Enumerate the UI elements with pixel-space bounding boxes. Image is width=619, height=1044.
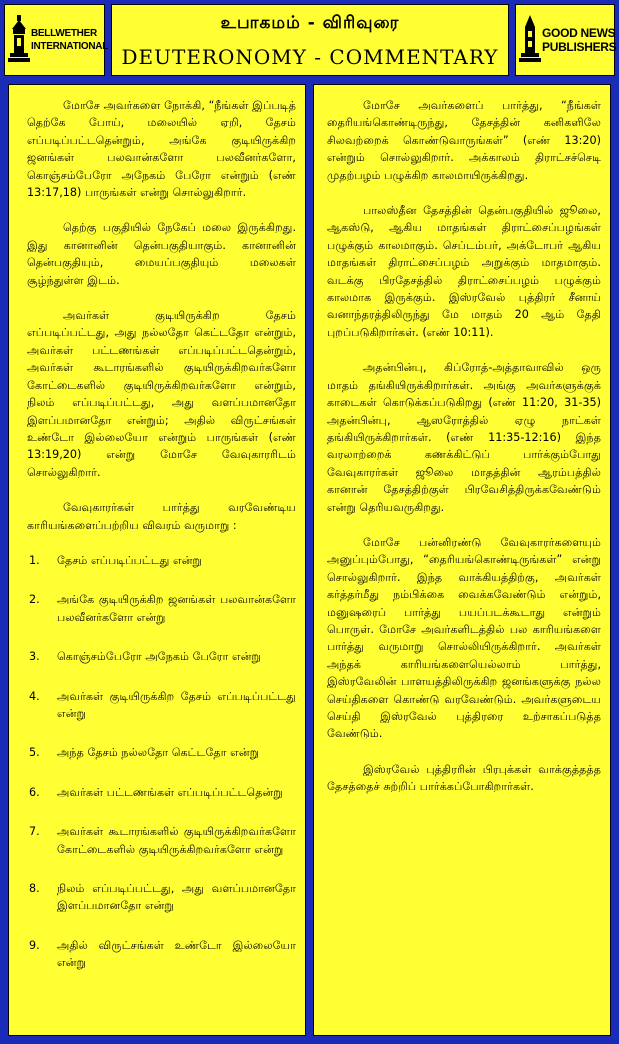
list-item <box>27 648 296 665</box>
list-item-number: 5. <box>29 746 40 760</box>
right-column <box>313 84 611 1036</box>
right-paragraph-1: மோசே அவர்களைப் பார்த்து, “நீங்கள் தைரியங்கொண்டிருந்து, தேசத்தின் கனிகளிலே சிலவற்றைக் கொண்டுவாருங்கள்” (எண் 13:20) என்றும் சொல்லுகிறார். அக்காலம் திராட்சச்செடி முதற்பழம் பழுக்கிற காலமாயிருக்கிறது. <box>327 99 601 182</box>
bell-tower-icon <box>8 15 30 65</box>
right-paragraph-5: இஸ்ரவேல் புத்திரரின் பிரபுக்கள் வாக்குத்தத்த தேசத்தைச் சுற்றிப் பார்க்கப்போகிறார்கள். <box>327 762 601 794</box>
bellwether-logo <box>4 4 109 76</box>
bellwether-logo-line2: INTERNATIONAL <box>31 41 109 52</box>
points-list <box>27 552 296 972</box>
left-paragraph-1: மோசே அவர்களை நோக்கி, “நீங்கள் இப்படித் தெற்கே போய், மலையில் ஏறி, தேசம் எப்படிப்பட்டதென்றும், அங்கே குடியிருக்கிற ஜனங்கள் பலவான்களோ பலவீனர்களோ, கொஞ்சம்பேரோ அநேகம் பேரோ என்றும் (எண் 13:17,18) பாருங்கள் என்று சொல்லுகிறார். <box>27 99 296 200</box>
list-item-number: 4. <box>29 689 40 703</box>
list-item-text: அங்கே குடியிருக்கிற ஜனங்கள் பலவான்களோ பலவீனர்களோ என்று <box>57 593 296 624</box>
tower-icon <box>519 15 541 65</box>
bellwether-logo-text <box>31 27 108 53</box>
left-column <box>8 84 306 1036</box>
good-news-logo-line1: GOOD NEWS <box>542 26 616 40</box>
good-news-logo-text <box>542 26 616 54</box>
left-paragraph-2: தெற்கு பகுதியில் நேகேப் மலை இருக்கிறது. இது கானானின் தென்பகுதியாகும். கானானின் தென்பகுதியும், மையப்பகுதியும் மலைகள் சூழ்ந்துள்ள இடம். <box>27 221 296 287</box>
list-item-text: அதில் விருட்சங்கள் உண்டோ இல்லையோ என்று <box>57 938 296 970</box>
list-item-number: 3. <box>29 650 40 664</box>
list-item-number: 6. <box>29 785 40 799</box>
right-paragraph-4: மோசே பன்னிரண்டு வேவுகாரர்களையும் அனுப்பும்போது, “தைரியங்கொண்டிருங்கள்” என்று சொல்லுகிறார். இந்த வாக்கியத்திற்கு, அவர்கள் கர்த்தர்மீது நம்பிக்கை வைக்கவேண்டும் என்றும், மனுஷரைப் பார்த்து பயப்படக்கூடாது என்றும் பொருள். மோசே அவர்களிடத்தில் பல காரியங்களை பார்த்து வருமாறு சொல்லியிருக்கிறார். அவர்கள் அந்தக் காரியங்களையெல்லாம் பார்த்து, இஸ்ரவேலின் பாளயத்திலிருக்கிற ஜனங்களுக்கு நல்ல செய்திகளை கொண்டு வரவேண்டும். அவர்களுடைய செய்தி இஸ்ரவேல் புத்திரரை உற்சாகப்படுத்த வேண்டும். <box>327 535 601 741</box>
list-item <box>27 880 296 915</box>
header-title-box <box>111 4 509 76</box>
page-title-english: DEUTERONOMY - COMMENTARY <box>121 45 499 69</box>
list-item-number: 8. <box>29 882 40 895</box>
list-item <box>27 591 296 626</box>
bellwether-logo-line1: BELLWETHER <box>31 28 97 39</box>
list-item <box>27 744 296 761</box>
list-item-text: அவர்கள் பட்டணங்கள் எப்படிப்பட்டதென்று <box>57 785 283 799</box>
list-item-number: 2. <box>29 593 40 607</box>
good-news-logo-line2: PUBLISHERS <box>542 40 617 54</box>
left-paragraph-4: வேவுகாரர்கள் பார்த்து வரவேண்டிய காரியங்களைப்பற்றிய விவரம் வருமாறு : <box>27 501 296 532</box>
list-item-text: அவர்கள் குடியிருக்கிற தேசம் எப்படிப்பட்டது என்று <box>57 689 296 720</box>
list-item <box>27 823 296 858</box>
list-item-number: 7. <box>29 825 40 839</box>
list-item-number: 1. <box>29 553 40 567</box>
right-paragraph-3: அதன்பின்பு, கிப்ரோத்-அத்தாவாவில் ஒரு மாதம் தங்கியிருக்கிறார்கள். அங்கு அவர்களுக்குக் காடைகள் கொடுக்கப்படுகிறது (எண் 11:20, 31-35) அதன்பின்பு, ஆஸரோத்தில் ஏழு நாட்கள் தங்கியிருக்கிறார்கள். (எண் 11:35-12:16) இந்த வரலாற்றைக் கணக்கிட்டுப் பார்க்கும்போது வேவுகாரர்கள் ஜூலை மாதத்தின் ஆரம்பத்தில் கானான் தேசத்திற்குள் பிரவேசித்திருக்கவேண்டும் என்று தெரியவருகிறது. <box>327 361 601 514</box>
list-item-text: நிலம் எப்படிப்பட்டது, அது வளப்பமானதோ இளப்பமானதோ என்று <box>57 882 296 913</box>
page-title-tamil: உபாகமம் - விரிவுரை <box>220 13 400 33</box>
good-news-logo <box>515 4 615 76</box>
list-item <box>27 784 296 801</box>
list-item-text: அந்த தேசம் நல்லதோ கெட்டதோ என்று <box>57 746 260 760</box>
right-paragraph-2: பாலஸ்தீன தேசத்தின் தென்பகுதியில் ஜூலை, ஆகஸ்டு, ஆகிய மாதங்கள் திராட்சைப்பழங்கள் பழுக்கும் காலமாகும். செப்டம்பர், அக்டோபர் ஆகிய மாதங்கள் திராட்சைப்பழம் அறுக்கும் மாதமாகும். வடக்கு பிரதேசத்தில் திராட்சைப்பழம் பழுக்கும் காலமாக இருக்கும். இஸ்ரவேல் புத்திரர் சீனாய் வனாந்தரத்திலிருந்து மே மாதம் 20 ஆம் தேதி புறப்படுகிறார்கள். (எண் 10:11). <box>327 204 601 339</box>
list-item <box>27 552 296 569</box>
list-item-text: தேசம் எப்படிப்பட்டது என்று <box>57 553 202 567</box>
list-item-text: அவர்கள் கூடாரங்களில் குடியிருக்கிறவர்களோ கோட்டைகளில் குடியிருக்கிறவர்களோ என்று <box>57 825 296 856</box>
left-paragraph-3: அவர்கள் குடியிருக்கிற தேசம் எப்படிப்பட்டது, அது நல்லதோ கெட்டதோ என்றும், அவர்கள் பட்டணங்கள் எப்படிப்பட்டதென்றும், அவர்கள் கூடாரங்களில் குடியிருக்கிறவர்களோ கோட்டைகளில் குடியிருக்கிறவர்களோ என்றும், நிலம் எப்படிப்பட்டது, அது வளப்பமானதோ இளப்பமானதோ என்றும்; அதில் விருட்சங்கள் உண்டோ இல்லையோ என்றும் பாருங்கள் (எண் 13:19,20) என்று மோசே வேவுகாரரிடம் சொல்லுகிறார். <box>27 309 296 479</box>
list-item <box>27 937 296 972</box>
list-item-text: கொஞ்சம்பேரோ அநேகம் பேரோ என்று <box>57 650 261 664</box>
list-item <box>27 688 296 723</box>
list-item-number: 9. <box>29 938 40 952</box>
